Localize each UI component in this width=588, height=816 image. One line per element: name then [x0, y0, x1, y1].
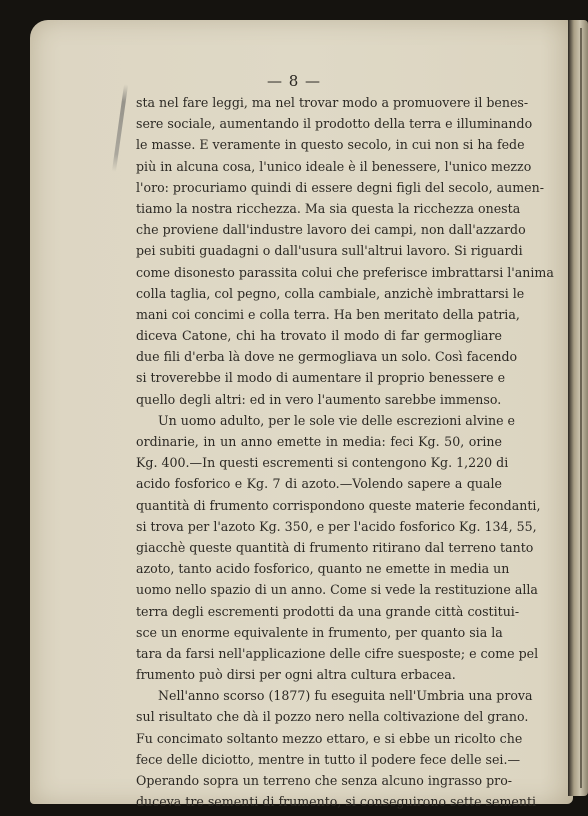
- text-line: pei subiti guadagni o dall'usura sull'altrui lavoro. Si riguardi: [136, 243, 523, 259]
- page-edge-line: [580, 28, 582, 788]
- text-line: azoto, tanto acido fosforico, quanto ne emette in media un: [136, 561, 510, 577]
- text-line: tiamo la nostra ricchezza. Ma sia questa la ricchezza onesta: [136, 200, 521, 216]
- text-line: Nell'anno scorso (1877) fu eseguita nell'Umbria una prova: [158, 688, 533, 704]
- text-line: Un uomo adulto, per le sole vie delle escrezioni alvine e: [158, 412, 516, 428]
- text-line: sce un enorme equivalente in frumento, per quanto sia la: [136, 624, 503, 640]
- text-line: terra degli escrementi prodotti da una grande città costitui-: [136, 603, 520, 619]
- text-line: Fu concimato soltanto mezzo ettaro, e si ebbe un ricolto che: [136, 730, 523, 746]
- text-line: le masse. E veramente in questo secolo, in cui non si ha fede: [136, 137, 525, 153]
- page-edge: [568, 20, 588, 796]
- text-line: duceva tre sementi di frumento, si conseguirono sette sementi: [136, 794, 537, 810]
- text-line: più in alcuna cosa, l'unico ideale è il benessere, l'unico mezzo: [136, 158, 532, 174]
- text-line: acido fosforico e Kg. 7 di azoto.—Volendo sapere a quale: [136, 476, 502, 492]
- text-line: che proviene dall'industre lavoro dei campi, non dall'azzardo: [136, 222, 526, 238]
- text-line: Operando sopra un terreno che senza alcuno ingrasso pro-: [136, 773, 513, 788]
- page-body-text: [136, 92, 554, 812]
- text-line: colla taglia, col pegno, colla cambiale, anzichè imbrattarsi le: [136, 285, 525, 301]
- text-line: sere sociale, aumentando il prodotto della terra e illuminando: [136, 116, 533, 132]
- text-line: frumento può dirsi per ogni altra cultura erbacea.: [136, 667, 456, 683]
- text-line: quello degli altri: ed in vero l'aumento sarebbe immenso.: [136, 391, 502, 407]
- text-line: mani coi concimi e colla terra. Ha ben meritato della patria,: [136, 306, 520, 322]
- text-line: sul risultato che dà il pozzo nero nella coltivazione del grano.: [136, 709, 529, 725]
- text-line: sta nel fare leggi, ma nel trovar modo a promuovere il benes-: [136, 95, 529, 110]
- text-line: ordinarie, in un anno emette in media: feci Kg. 50, orine: [136, 434, 502, 449]
- text-line: si troverebbe il modo di aumentare il proprio benessere e: [136, 370, 506, 386]
- text-line: quantità di frumento corrispondono queste materie fecondanti,: [136, 497, 541, 513]
- text-line: fece delle diciotto, mentre in tutto il podere fece delle sei.—: [136, 751, 521, 767]
- text-line: uomo nello spazio di un anno. Come si vede la restituzione alla: [136, 582, 538, 598]
- text-line: l'oro: procuriamo quindi di essere degni figli del secolo, aumen-: [136, 179, 544, 195]
- text-line: giacchè queste quantità di frumento ritirano dal terreno tanto: [136, 539, 534, 555]
- text-line: si trova per l'azoto Kg. 350, e per l'acido fosforico Kg. 134, 55,: [136, 518, 537, 534]
- text-line: tara da farsi nell'applicazione delle cifre suesposte; e come pel: [136, 645, 539, 661]
- page-number: — 8 —: [266, 72, 322, 90]
- text-line: due fili d'erba là dove ne germogliava un solo. Così facendo: [136, 349, 518, 365]
- text-line: diceva Catone, chi ha trovato il modo di far germogliare: [136, 328, 502, 344]
- text-line: come disonesto parassita colui che preferisce imbrattarsi l'anima: [136, 264, 554, 280]
- text-line: Kg. 400.—In questi escrementi si contengono Kg. 1,220 di: [136, 455, 509, 471]
